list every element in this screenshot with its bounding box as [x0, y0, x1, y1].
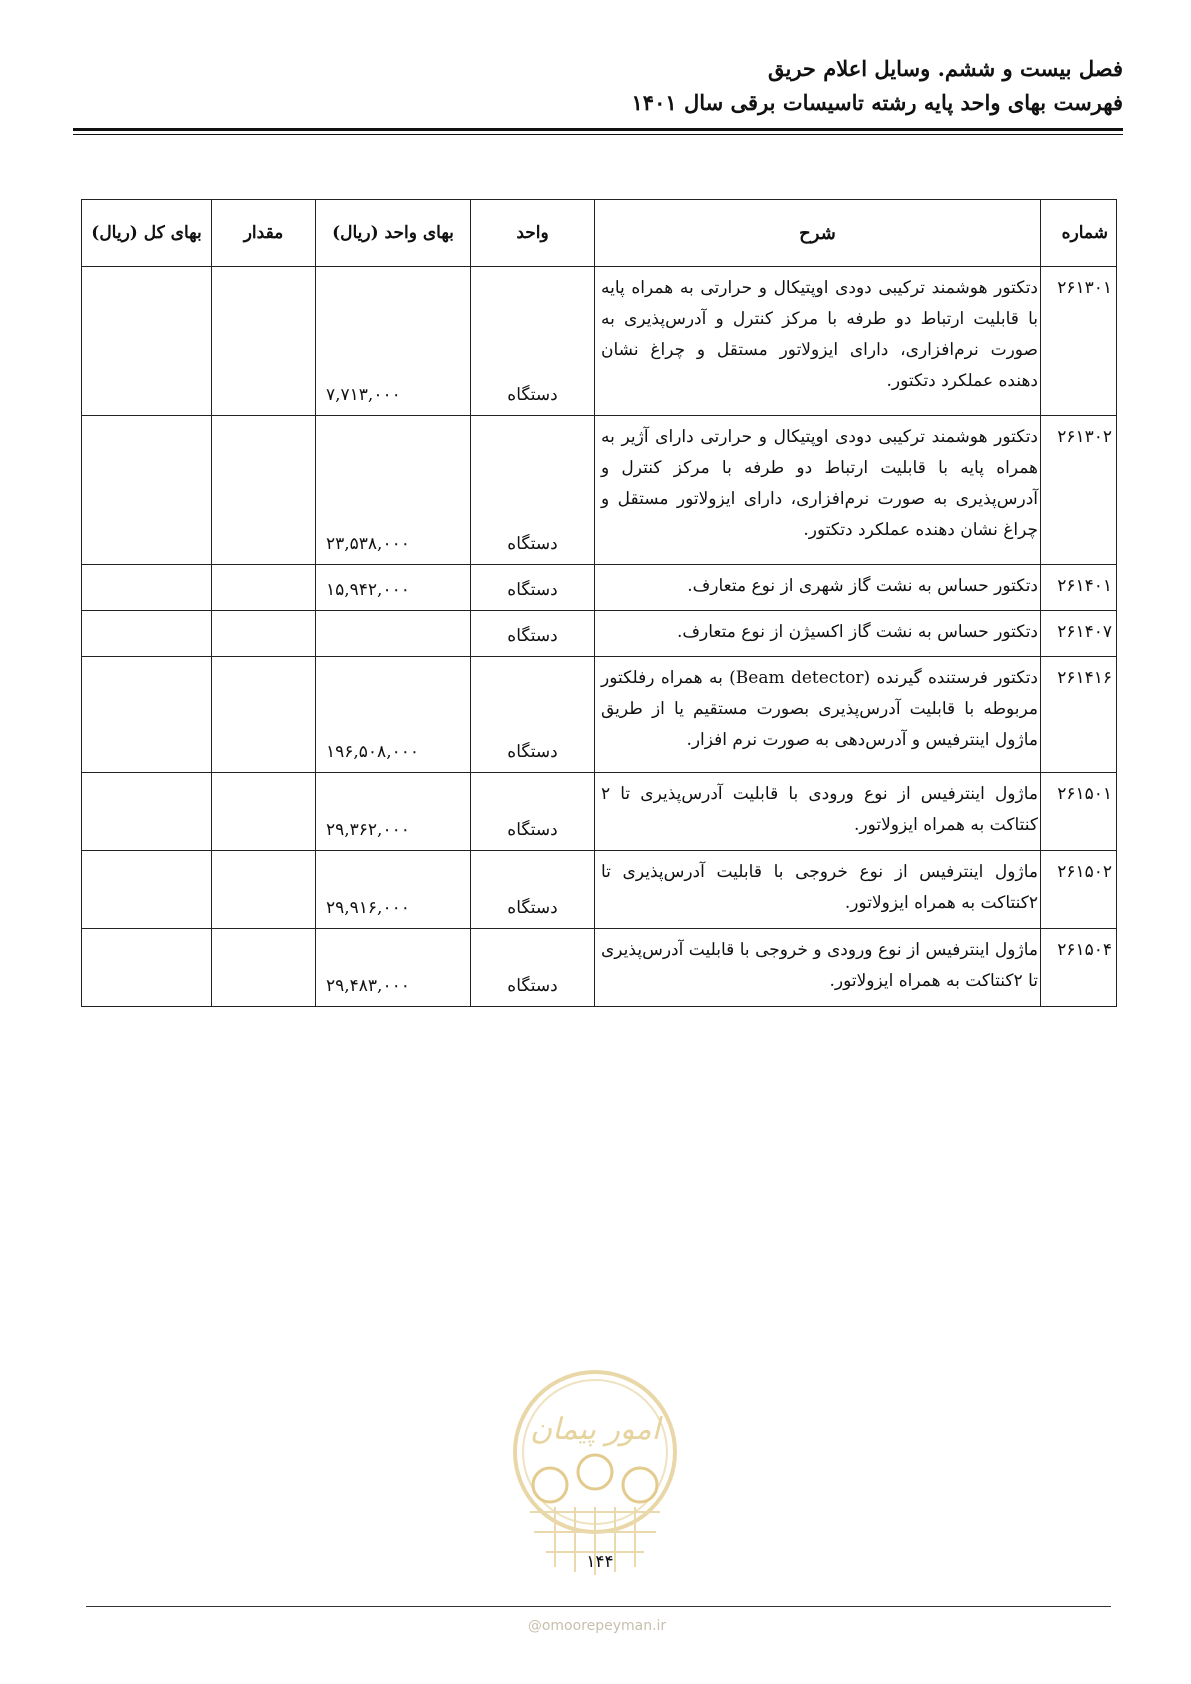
column-header-code: شماره: [1041, 200, 1117, 267]
item-code: ۲۶۱۵۰۱: [1041, 773, 1117, 851]
item-code: ۲۶۱۴۰۱: [1041, 565, 1117, 611]
header-rule-thin: [73, 134, 1123, 135]
item-unit-price: ۲۹,۴۸۳,۰۰۰: [316, 929, 471, 1007]
item-code: ۲۶۱۴۰۷: [1041, 611, 1117, 657]
table-row: [82, 416, 1117, 565]
item-description: دتکتور هوشمند ترکیبی دودی اوپتیکال و حرارتی به همراه پایه با قابلیت ارتباط دو طرفه با مرکز کنترل و آدرس‌پذیری به صورت نرم‌افزاری، دارای ایزولاتور مستقل و چراغ نشان دهنده عملکرد دتکتور.: [595, 267, 1041, 416]
item-quantity: [212, 773, 316, 851]
item-code: ۲۶۱۳۰۱: [1041, 267, 1117, 416]
item-quantity: [212, 565, 316, 611]
footer-rule: [86, 1606, 1111, 1607]
item-unit-price: [316, 611, 471, 657]
item-quantity: [212, 267, 316, 416]
item-code: ۲۶۱۳۰۲: [1041, 416, 1117, 565]
table-row: [82, 657, 1117, 773]
item-total-price: [82, 565, 212, 611]
item-quantity: [212, 851, 316, 929]
column-header-total-price: بهای کل (ریال): [82, 200, 212, 267]
item-total-price: [82, 267, 212, 416]
table-row: [82, 929, 1117, 1007]
column-header-description: شرح: [595, 200, 1041, 267]
item-total-price: [82, 611, 212, 657]
item-unit: دستگاه: [471, 657, 595, 773]
item-description: دتکتور هوشمند ترکیبی دودی اوپتیکال و حرارتی دارای آژیر به همراه پایه با قابلیت ارتباط دو طرفه با مرکز کنترل و آدرس‌پذیری به صورت نرم‌افزاری، دارای ایزولاتور مستقل و چراغ نشان دهنده عملکرد دتکتور.: [595, 416, 1041, 565]
item-total-price: [82, 657, 212, 773]
column-header-unit-price: بهای واحد (ریال): [316, 200, 471, 267]
item-unit: دستگاه: [471, 611, 595, 657]
item-code: ۲۶۱۵۰۲: [1041, 851, 1117, 929]
item-total-price: [82, 773, 212, 851]
item-unit: دستگاه: [471, 929, 595, 1007]
item-unit-price: ۱۹۶,۵۰۸,۰۰۰: [316, 657, 471, 773]
chapter-title: فصل بیست و ششم. وسایل اعلام حریق: [767, 56, 1123, 81]
page-number: ۱۴۴: [586, 1552, 614, 1572]
item-unit-price: ۲۹,۹۱۶,۰۰۰: [316, 851, 471, 929]
item-unit-price: ۷,۷۱۳,۰۰۰: [316, 267, 471, 416]
item-code: ۲۶۱۴۱۶: [1041, 657, 1117, 773]
item-quantity: [212, 657, 316, 773]
table-row: [82, 611, 1117, 657]
item-total-price: [82, 416, 212, 565]
column-header-quantity: مقدار: [212, 200, 316, 267]
item-unit: دستگاه: [471, 773, 595, 851]
table-header-row: [82, 200, 1117, 267]
item-description: دتکتور حساس به نشت گاز شهری از نوع متعارف.: [595, 565, 1041, 611]
item-unit-price: ۲۳,۵۳۸,۰۰۰: [316, 416, 471, 565]
item-unit-price: ۱۵,۹۴۲,۰۰۰: [316, 565, 471, 611]
header-rule-thick: [73, 128, 1123, 131]
item-unit: دستگاه: [471, 565, 595, 611]
price-table: [81, 199, 1117, 1007]
page-header: [73, 52, 1123, 120]
item-quantity: [212, 416, 316, 565]
item-unit: دستگاه: [471, 851, 595, 929]
item-description: ماژول اینترفیس از نوع خروجی با قابلیت آدرس‌پذیری تا ۲کنتاکت به همراه ایزولاتور.: [595, 851, 1041, 929]
column-header-unit: واحد: [471, 200, 595, 267]
item-code: ۲۶۱۵۰۴: [1041, 929, 1117, 1007]
item-total-price: [82, 851, 212, 929]
table-row: [82, 565, 1117, 611]
item-unit: دستگاه: [471, 416, 595, 565]
table-row: [82, 851, 1117, 929]
item-description: دتکتور فرستنده گیرنده (Beam detector) به همراه رفلکتور مربوطه با قابلیت آدرس‌پذیری بصورت مستقیم یا از طریق ماژول اینترفیس و آدرس‌دهی به صورت نرم افزار.: [595, 657, 1041, 773]
item-quantity: [212, 929, 316, 1007]
document-title: فهرست بهای واحد پایه رشته تاسیسات برقی سال ۱۴۰۱: [631, 90, 1123, 115]
seal-lettering: امور پیمان: [530, 1412, 660, 1447]
item-total-price: [82, 929, 212, 1007]
table-row: [82, 773, 1117, 851]
item-quantity: [212, 611, 316, 657]
table-row: [82, 267, 1117, 416]
website-watermark: @omoorepeyman.ir: [527, 1618, 667, 1634]
item-description: ماژول اینترفیس از نوع ورودی و خروجی با قابلیت آدرس‌پذیری تا ۲کنتاکت به همراه ایزولاتور.: [595, 929, 1041, 1007]
item-description: ماژول اینترفیس از نوع ورودی با قابلیت آدرس‌پذیری تا ۲ کنتاکت به همراه ایزولاتور.: [595, 773, 1041, 851]
item-unit: دستگاه: [471, 267, 595, 416]
item-description: دتکتور حساس به نشت گاز اکسیژن از نوع متعارف.: [595, 611, 1041, 657]
item-unit-price: ۲۹,۳۶۲,۰۰۰: [316, 773, 471, 851]
